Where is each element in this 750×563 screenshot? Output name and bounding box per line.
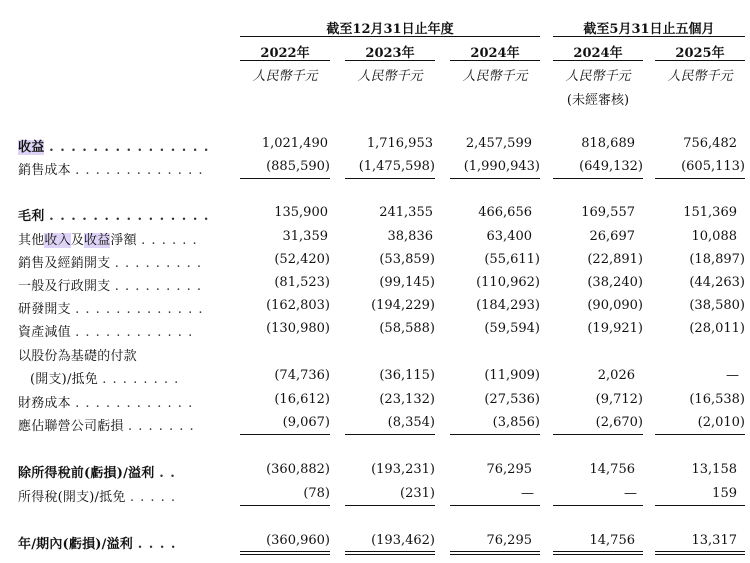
unit-1: 人民幣千元 (252, 69, 318, 84)
cost-of-sales-2025-5m: (605,113) (681, 159, 745, 174)
gross-profit-2024-5m: 169,557 (581, 205, 635, 220)
year-rule-4 (553, 60, 643, 61)
net-2024: 76,295 (486, 533, 532, 548)
net-rule-2 (345, 505, 435, 506)
group-rule-five-months (553, 36, 745, 37)
net-2022: (360,960) (266, 533, 330, 548)
tax-2023: (231) (400, 486, 435, 501)
admin-2023: (99,145) (379, 275, 435, 290)
row-label-cost-of-sales: 銷售成本 . . . . . . . . . . . . . (18, 163, 204, 178)
total-double-rule-1 (240, 551, 330, 555)
net-2023: (193,462) (371, 533, 435, 548)
pretax-2024: 76,295 (486, 462, 532, 477)
revenue-2025-5m: 756,482 (683, 136, 737, 151)
unit-3: 人民幣千元 (462, 69, 528, 84)
total-double-rule-5 (655, 551, 745, 555)
row-label-net: 年/期內(虧損)/溢利 . . . . (18, 537, 177, 552)
revenue-2022: 1,021,490 (261, 136, 328, 151)
other-income-2024: 63,400 (486, 229, 532, 244)
cost-of-sales-2024-5m: (649,132) (579, 159, 643, 174)
cost-of-sales-2023: (1,475,598) (358, 159, 435, 174)
gross-profit-2022: 135,900 (274, 205, 328, 220)
rnd-2024-5m: (90,090) (587, 298, 643, 313)
cost-of-sales-2022: (885,590) (266, 159, 330, 174)
row-label-share-based-line2: (開支)/抵免 . . . . . . . . (30, 372, 180, 387)
associate-2025-5m: (2,010) (697, 415, 745, 430)
other-income-2022: 31,359 (282, 229, 328, 244)
year-header-2025-5m: 2025年 (675, 46, 725, 61)
year-header-2024-5m: 2024年 (573, 46, 623, 61)
revenue-2023: 1,716,953 (366, 136, 433, 151)
cost-of-sales-2024: (1,990,943) (463, 159, 540, 174)
year-header-2022: 2022年 (260, 46, 310, 61)
total-double-rule-2 (345, 551, 435, 555)
year-rule-1 (240, 60, 330, 61)
finance-2025-5m: (16,538) (689, 392, 745, 407)
associate-2024-5m: (2,670) (595, 415, 643, 430)
row-label-impairment: 資產減值 . . . . . . . . . . . . (18, 325, 194, 340)
rnd-2023: (194,229) (371, 298, 435, 313)
group-title-five-months: 截至5月31日止五個月 (583, 22, 715, 37)
other-income-2024-5m: 26,697 (589, 229, 635, 244)
row-label-gross-profit: 毛利 . . . . . . . . . . . . . . . (18, 209, 210, 224)
selling-2022: (52,420) (274, 252, 330, 267)
net-2025-5m: 13,317 (691, 533, 737, 548)
tax-2024: — (521, 486, 534, 501)
year-rule-2 (345, 60, 435, 61)
group-rule-fiscal-years (240, 36, 540, 37)
finance-2022: (16,612) (274, 392, 330, 407)
row-label-share-based-line1: 以股份為基礎的付款 (18, 349, 137, 364)
share-based-2024-5m: 2,026 (597, 368, 635, 383)
pretax-2025-5m: 13,158 (691, 462, 737, 477)
associate-2023: (8,354) (387, 415, 435, 430)
row-label-rnd: 研發開支 . . . . . . . . . . . . . (18, 302, 204, 317)
pretax-rule-5 (655, 434, 745, 435)
admin-2024: (110,962) (476, 275, 540, 290)
selling-2024: (55,611) (484, 252, 540, 267)
gross-profit-2023: 241,355 (379, 205, 433, 220)
pretax-rule-3 (450, 434, 540, 435)
finance-2023: (23,132) (379, 392, 435, 407)
subtotal-rule-4 (553, 178, 643, 179)
rnd-2024: (184,293) (476, 298, 540, 313)
year-header-2024: 2024年 (470, 46, 520, 61)
finance-2024-5m: (9,712) (595, 392, 643, 407)
unit-4: 人民幣千元 (565, 69, 631, 84)
selling-2023: (53,859) (379, 252, 435, 267)
pretax-rule-2 (345, 434, 435, 435)
other-income-2025-5m: 10,088 (691, 229, 737, 244)
selling-2024-5m: (22,891) (587, 252, 643, 267)
revenue-2024-5m: 818,689 (581, 136, 635, 151)
selling-2025-5m: (18,897) (689, 252, 745, 267)
unaudited-note: (未經審核) (566, 93, 630, 108)
rnd-2022: (162,803) (266, 298, 330, 313)
subtotal-rule-5 (655, 178, 745, 179)
tax-2025-5m: 159 (712, 486, 737, 501)
total-double-rule-3 (450, 551, 540, 555)
net-rule-4 (553, 505, 643, 506)
pretax-2022: (360,882) (266, 462, 330, 477)
row-label-revenue: 收益 . . . . . . . . . . . . . . . (18, 140, 210, 155)
admin-2022: (81,523) (274, 275, 330, 290)
total-double-rule-4 (553, 551, 643, 555)
finance-2024: (27,536) (484, 392, 540, 407)
impairment-2023: (58,588) (379, 321, 435, 336)
net-rule-5 (655, 505, 745, 506)
row-label-selling: 銷售及經銷開支 . . . . . . . . . (18, 256, 202, 271)
row-label-pretax: 除所得稅前(虧損)/溢利 . . (18, 466, 176, 481)
pretax-rule-1 (240, 434, 330, 435)
pretax-2024-5m: 14,756 (589, 462, 635, 477)
row-label-tax: 所得稅(開支)/抵免 . . . . . (18, 490, 177, 505)
pretax-rule-4 (553, 434, 643, 435)
other-income-2023: 38,836 (387, 229, 433, 244)
share-based-2023: (36,115) (379, 368, 435, 383)
rnd-2025-5m: (38,580) (689, 298, 745, 313)
associate-2022: (9,067) (282, 415, 330, 430)
year-header-2023: 2023年 (365, 46, 415, 61)
net-rule-3 (450, 505, 540, 506)
share-based-2022: (74,736) (274, 368, 330, 383)
row-label-finance: 財務成本 . . . . . . . . . . . . (18, 396, 194, 411)
net-rule-1 (240, 505, 330, 506)
year-rule-5 (655, 60, 745, 61)
unit-2: 人民幣千元 (357, 69, 423, 84)
impairment-2022: (130,980) (266, 321, 330, 336)
subtotal-rule-3 (450, 178, 540, 179)
associate-2024: (3,856) (492, 415, 540, 430)
tax-2022: (78) (303, 486, 330, 501)
net-2024-5m: 14,756 (589, 533, 635, 548)
row-label-admin: 一般及行政開支 . . . . . . . . . (18, 279, 202, 294)
impairment-2024-5m: (19,921) (587, 321, 643, 336)
share-based-2024: (11,909) (484, 368, 540, 383)
impairment-2025-5m: (28,011) (689, 321, 745, 336)
admin-2024-5m: (38,240) (587, 275, 643, 290)
revenue-2024: 2,457,599 (465, 136, 532, 151)
subtotal-rule-1 (240, 178, 330, 179)
row-label-other-income: 其他收入及收益淨額 . . . . . . (18, 233, 198, 248)
subtotal-rule-2 (345, 178, 435, 179)
admin-2025-5m: (44,263) (689, 275, 745, 290)
impairment-2024: (59,594) (484, 321, 540, 336)
year-rule-3 (450, 60, 540, 61)
share-based-2025-5m: — (726, 368, 739, 383)
unit-5: 人民幣千元 (667, 69, 733, 84)
tax-2024-5m: — (624, 486, 637, 501)
row-label-associate: 應佔聯營公司虧損 . . . . . . . (18, 419, 195, 434)
gross-profit-2024: 466,656 (478, 205, 532, 220)
gross-profit-2025-5m: 151,369 (683, 205, 737, 220)
group-title-fiscal-years: 截至12月31日止年度 (326, 22, 454, 37)
pretax-2023: (193,231) (371, 462, 435, 477)
